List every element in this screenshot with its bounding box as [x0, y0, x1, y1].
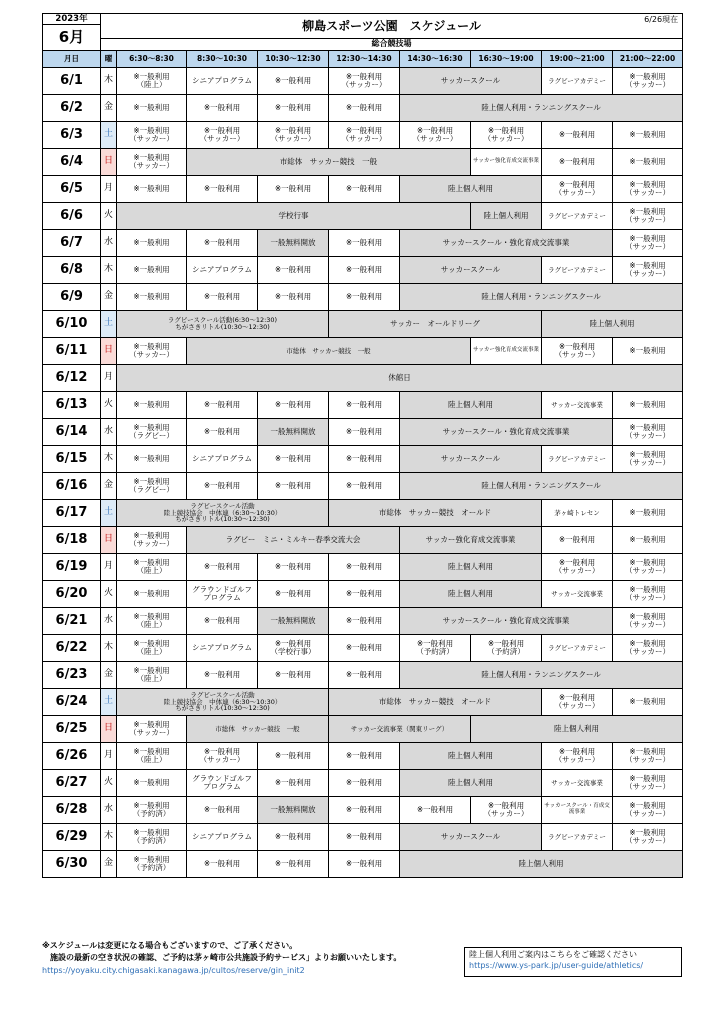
- schedule-table: [42, 13, 683, 878]
- slot-cell: ※一般利用: [329, 419, 400, 446]
- schedule-row: [43, 500, 683, 527]
- date-cell: 6/21: [43, 608, 101, 635]
- schedule-row: [43, 230, 683, 257]
- slot-cell: ※一般利用: [187, 554, 258, 581]
- slot-cell: 一般無料開放: [258, 608, 329, 635]
- slot-cell: ※一般利用 （サッカー）: [258, 122, 329, 149]
- slot-cell: ※一般利用 （サッカー）: [613, 446, 683, 473]
- slot-cell: ※一般利用: [187, 230, 258, 257]
- slot-cell: ※一般利用: [542, 527, 613, 554]
- slot-cell: ※一般利用 （サッカー）: [613, 68, 683, 95]
- slot-cell: ※一般利用: [329, 797, 400, 824]
- weekday-cell: 月: [101, 176, 117, 203]
- schedule-row: [43, 257, 683, 284]
- slot-cell: ※一般利用 （陸上）: [117, 554, 187, 581]
- slot-cell: 陸上個人利用: [471, 203, 542, 230]
- slot-cell: ラグビーアカデミー: [542, 68, 613, 95]
- date-cell: 6/29: [43, 824, 101, 851]
- weekday-cell: 月: [101, 554, 117, 581]
- slot-cell: サッカー強化育成交流事業: [400, 527, 542, 554]
- slot-cell: サッカースクール: [400, 446, 542, 473]
- slot-cell: ※一般利用: [542, 122, 613, 149]
- date-cell: 6/5: [43, 176, 101, 203]
- slot-cell: ラグビーアカデミー: [542, 635, 613, 662]
- slot-cell: ※一般利用 （サッカー）: [471, 122, 542, 149]
- schedule-row: [43, 554, 683, 581]
- slot-cell: ラグビースクール活動(6:30～12:30) ちがさきリトル(10:30～12:30): [117, 311, 329, 338]
- slot-cell: サッカースクール・強化育成交流事業: [400, 419, 613, 446]
- slot-cell: ※一般利用 （サッカー）: [613, 203, 683, 230]
- slot-cell: ※一般利用 （予約済）: [117, 824, 187, 851]
- slot-cell: ※一般利用: [329, 257, 400, 284]
- slot-cell: ※一般利用: [258, 95, 329, 122]
- slot-cell: サッカー交流事業: [542, 392, 613, 419]
- slot-cell: ※一般利用: [117, 284, 187, 311]
- schedule-row: [43, 365, 683, 392]
- slot-cell: ※一般利用 （予約済）: [471, 635, 542, 662]
- weekday-cell: 月: [101, 743, 117, 770]
- column-header-slot: 10:30～12:30: [258, 51, 329, 68]
- slot-cell: サッカースクール・育成交流事業: [542, 797, 613, 824]
- slot-cell: グラウンドゴルフ プログラム: [187, 770, 258, 797]
- schedule-row: [43, 743, 683, 770]
- date-cell: 6/24: [43, 689, 101, 716]
- slot-cell: ※一般利用: [329, 554, 400, 581]
- schedule-row: [43, 824, 683, 851]
- slot-cell: ※一般利用: [329, 635, 400, 662]
- weekday-cell: 土: [101, 311, 117, 338]
- slot-cell: ※一般利用: [117, 581, 187, 608]
- slot-cell: ※一般利用: [329, 581, 400, 608]
- date-cell: 6/2: [43, 95, 101, 122]
- weekday-cell: 日: [101, 338, 117, 365]
- slot-cell: ※一般利用: [329, 473, 400, 500]
- slot-cell: ※一般利用: [117, 446, 187, 473]
- slot-cell: 一般無料開放: [258, 797, 329, 824]
- weekday-cell: 火: [101, 392, 117, 419]
- date-cell: 6/26: [43, 743, 101, 770]
- weekday-cell: 日: [101, 527, 117, 554]
- slot-cell: ※一般利用: [117, 95, 187, 122]
- schedule-row: [43, 716, 683, 743]
- date-cell: 6/4: [43, 149, 101, 176]
- weekday-cell: 土: [101, 500, 117, 527]
- slot-cell: ※一般利用: [613, 392, 683, 419]
- slot-cell: サッカー強化育成交流事業: [471, 149, 542, 176]
- slot-cell: サッカー交流事業: [542, 581, 613, 608]
- schedule-row: [43, 797, 683, 824]
- weekday-cell: 木: [101, 68, 117, 95]
- date-cell: 6/12: [43, 365, 101, 392]
- slot-cell: ※一般利用: [613, 122, 683, 149]
- athletics-info-link[interactable]: https://www.ys-park.jp/user-guide/athletics/: [469, 960, 644, 970]
- slot-cell: ※一般利用: [329, 662, 400, 689]
- slot-cell: ※一般利用 （予約済）: [117, 851, 187, 878]
- weekday-cell: 火: [101, 581, 117, 608]
- slot-cell: ※一般利用 （サッカー）: [613, 824, 683, 851]
- slot-cell: サッカースクール: [400, 68, 542, 95]
- slot-cell: ※一般利用 （サッカー）: [613, 257, 683, 284]
- date-cell: 6/7: [43, 230, 101, 257]
- slot-cell: ※一般利用: [258, 446, 329, 473]
- slot-cell: 陸上個人利用: [400, 176, 542, 203]
- schedule-row: [43, 203, 683, 230]
- slot-cell: ※一般利用 （サッカー）: [542, 743, 613, 770]
- slot-cell: ※一般利用 （サッカー）: [542, 176, 613, 203]
- slot-cell: ※一般利用: [258, 743, 329, 770]
- slot-cell: ※一般利用: [258, 851, 329, 878]
- slot-cell: ※一般利用 （サッカー）: [613, 419, 683, 446]
- slot-cell: ※一般利用 （学校行事）: [258, 635, 329, 662]
- date-cell: 6/27: [43, 770, 101, 797]
- slot-cell: サッカースクール・強化育成交流事業: [400, 230, 613, 257]
- slot-cell: シニアプログラム: [187, 446, 258, 473]
- slot-cell: ※一般利用 （陸上）: [117, 743, 187, 770]
- schedule-row: [43, 392, 683, 419]
- date-cell: 6/10: [43, 311, 101, 338]
- slot-cell: 陸上個人利用: [400, 770, 542, 797]
- slot-cell: ※一般利用 （陸上）: [117, 608, 187, 635]
- column-header-weekday: 曜: [101, 51, 117, 68]
- slot-cell: ※一般利用 （サッカー）: [613, 635, 683, 662]
- slot-cell: 市総体 サッカー競技 オールド: [329, 689, 542, 716]
- slot-cell: 陸上個人利用: [400, 554, 542, 581]
- weekday-cell: 土: [101, 689, 117, 716]
- date-cell: 6/13: [43, 392, 101, 419]
- slot-cell: ※一般利用: [613, 149, 683, 176]
- venue-name: 総合競技場: [101, 39, 683, 51]
- slot-cell: ※一般利用: [329, 230, 400, 257]
- slot-cell: ※一般利用: [187, 176, 258, 203]
- slot-cell: ラグビーアカデミー: [542, 824, 613, 851]
- slot-cell: ※一般利用 （サッカー）: [117, 122, 187, 149]
- slot-cell: ※一般利用 （ラグビー）: [117, 473, 187, 500]
- weekday-cell: 木: [101, 446, 117, 473]
- slot-cell: ※一般利用: [117, 230, 187, 257]
- slot-cell: サッカー交流事業: [542, 770, 613, 797]
- schedule-row: [43, 284, 683, 311]
- date-cell: 6/17: [43, 500, 101, 527]
- slot-cell: ※一般利用: [329, 284, 400, 311]
- date-cell: 6/18: [43, 527, 101, 554]
- slot-cell: ラグビーアカデミー: [542, 203, 613, 230]
- slot-cell: ※一般利用: [329, 176, 400, 203]
- date-cell: 6/28: [43, 797, 101, 824]
- title-text: 柳島スポーツ公園 スケジュール: [302, 18, 481, 33]
- slot-cell: ※一般利用: [400, 797, 471, 824]
- athletics-info-text: 陸上個人利用ご案内はこちらをご確認ください: [469, 950, 637, 959]
- slot-cell: ※一般利用: [613, 338, 683, 365]
- column-header-slot: 19:00～21:00: [542, 51, 613, 68]
- slot-cell: ※一般利用: [329, 446, 400, 473]
- schedule-row: [43, 68, 683, 95]
- schedule-rows: [43, 68, 683, 878]
- schedule-row: [43, 338, 683, 365]
- weekday-cell: 水: [101, 797, 117, 824]
- slot-cell: ※一般利用: [117, 257, 187, 284]
- schedule-row: [43, 419, 683, 446]
- slot-cell: ※一般利用: [329, 743, 400, 770]
- weekday-cell: 木: [101, 257, 117, 284]
- slot-cell: ※一般利用 （サッカー）: [117, 149, 187, 176]
- slot-cell: 茅ヶ崎トレセン: [542, 500, 613, 527]
- slot-cell: ※一般利用: [117, 176, 187, 203]
- slot-cell: サッカースクール・強化育成交流事業: [400, 608, 613, 635]
- slot-cell: ※一般利用 （サッカー）: [187, 122, 258, 149]
- weekday-cell: 水: [101, 230, 117, 257]
- slot-cell: ※一般利用 （サッカー）: [117, 338, 187, 365]
- slot-cell: ※一般利用: [258, 176, 329, 203]
- date-cell: 6/11: [43, 338, 101, 365]
- slot-cell: ※一般利用: [258, 770, 329, 797]
- slot-cell: ※一般利用: [329, 608, 400, 635]
- slot-cell: ラグビーアカデミー: [542, 446, 613, 473]
- schedule-row: [43, 608, 683, 635]
- schedule-row: [43, 581, 683, 608]
- as-of-date: 6/26現在: [644, 15, 679, 24]
- slot-cell: サッカー オールドリーグ: [329, 311, 542, 338]
- weekday-cell: 日: [101, 716, 117, 743]
- slot-cell: ※一般利用: [117, 392, 187, 419]
- slot-cell: ※一般利用: [258, 662, 329, 689]
- slot-cell: 陸上個人利用・ランニングスクール: [400, 473, 683, 500]
- slot-cell: ※一般利用 （サッカー）: [613, 797, 683, 824]
- slot-cell: ※一般利用 （サッカー）: [613, 176, 683, 203]
- slot-cell: ※一般利用: [258, 68, 329, 95]
- slot-cell: ※一般利用 （サッカー）: [471, 797, 542, 824]
- date-cell: 6/1: [43, 68, 101, 95]
- month-label: 6月: [43, 25, 101, 51]
- weekday-cell: 木: [101, 635, 117, 662]
- slot-cell: グラウンドゴルフ プログラム: [187, 581, 258, 608]
- slot-cell: ※一般利用 （サッカー）: [613, 230, 683, 257]
- slot-cell: ラグビースクール活動 陸上競技協会 中体連（6:30～10:30） ちがさきリトル(10:30～12:30): [117, 689, 329, 716]
- slot-cell: ※一般利用: [187, 662, 258, 689]
- slot-cell: ※一般利用: [117, 770, 187, 797]
- date-cell: 6/22: [43, 635, 101, 662]
- slot-cell: 市総体 サッカー競技 一般: [187, 716, 329, 743]
- slot-cell: ※一般利用: [613, 527, 683, 554]
- schedule-row: [43, 95, 683, 122]
- weekday-cell: 木: [101, 824, 117, 851]
- slot-cell: ※一般利用: [187, 95, 258, 122]
- date-cell: 6/15: [43, 446, 101, 473]
- slot-cell: 陸上個人利用: [542, 311, 683, 338]
- date-cell: 6/16: [43, 473, 101, 500]
- schedule-row: [43, 122, 683, 149]
- slot-cell: ※一般利用: [329, 95, 400, 122]
- weekday-cell: 水: [101, 419, 117, 446]
- slot-cell: サッカースクール: [400, 824, 542, 851]
- slot-cell: ※一般利用 （サッカー）: [613, 554, 683, 581]
- slot-cell: ※一般利用: [187, 392, 258, 419]
- weekday-cell: 火: [101, 203, 117, 230]
- slot-cell: ※一般利用: [187, 284, 258, 311]
- year-label: 2023年: [43, 14, 101, 25]
- weekday-cell: 金: [101, 95, 117, 122]
- schedule-row: [43, 770, 683, 797]
- slot-cell: 陸上個人利用: [400, 581, 542, 608]
- slot-cell: ※一般利用 （サッカー）: [613, 770, 683, 797]
- slot-cell: シニアプログラム: [187, 68, 258, 95]
- footer-note-1: ※スケジュールは変更になる場合もございますので、ご了承ください。: [42, 941, 298, 950]
- slot-cell: ※一般利用: [187, 419, 258, 446]
- slot-cell: ※一般利用: [258, 554, 329, 581]
- slot-cell: ※一般利用: [329, 851, 400, 878]
- slot-cell: ※一般利用: [329, 770, 400, 797]
- schedule-row: [43, 527, 683, 554]
- slot-cell: 一般無料開放: [258, 419, 329, 446]
- slot-cell: ※一般利用: [258, 824, 329, 851]
- schedule-row: [43, 689, 683, 716]
- schedule-title: [101, 14, 683, 39]
- schedule-row: [43, 473, 683, 500]
- slot-cell: サッカースクール: [400, 257, 542, 284]
- slot-cell: ※一般利用 （ラグビー）: [117, 419, 187, 446]
- schedule-row: [43, 149, 683, 176]
- slot-cell: 陸上個人利用: [400, 743, 542, 770]
- slot-cell: 市総体 サッカー競技 一般: [187, 149, 471, 176]
- schedule-row: [43, 635, 683, 662]
- slot-cell: ※一般利用 （陸上）: [117, 635, 187, 662]
- slot-cell: ラグビー ミニ・ミルキー春季交流大会: [187, 527, 400, 554]
- slot-cell: ※一般利用: [258, 473, 329, 500]
- slot-cell: ラグビースクール活動 陸上競技協会 中体連（6:30～10:30） ちがさきリトル(10:30～12:30): [117, 500, 329, 527]
- weekday-cell: 金: [101, 662, 117, 689]
- athletics-info-box: [464, 947, 682, 977]
- reservation-link[interactable]: https://yoyaku.city.chigasaki.kanagawa.jp/cultos/reserve/gin_init2: [42, 966, 305, 975]
- column-header-slot: 12:30～14:30: [329, 51, 400, 68]
- slot-cell: ※一般利用 （サッカー）: [400, 122, 471, 149]
- slot-cell: ※一般利用: [329, 392, 400, 419]
- date-cell: 6/19: [43, 554, 101, 581]
- slot-cell: 陸上個人利用・ランニングスクール: [400, 284, 683, 311]
- slot-cell: ※一般利用 （サッカー）: [187, 743, 258, 770]
- slot-cell: 一般無料開放: [258, 230, 329, 257]
- slot-cell: ※一般利用: [542, 149, 613, 176]
- column-header-slot: 21:00～22:00: [613, 51, 683, 68]
- slot-cell: ※一般利用: [187, 797, 258, 824]
- slot-cell: ※一般利用: [187, 473, 258, 500]
- date-cell: 6/25: [43, 716, 101, 743]
- schedule-row: [43, 176, 683, 203]
- slot-cell: 学校行事: [117, 203, 471, 230]
- date-cell: 6/9: [43, 284, 101, 311]
- slot-cell: ※一般利用 （サッカー）: [117, 527, 187, 554]
- date-cell: 6/3: [43, 122, 101, 149]
- schedule-row: [43, 851, 683, 878]
- schedule-row: [43, 662, 683, 689]
- weekday-cell: 金: [101, 284, 117, 311]
- schedule-row: [43, 446, 683, 473]
- column-header-slot: 8:30～10:30: [187, 51, 258, 68]
- slot-cell: ※一般利用: [258, 581, 329, 608]
- slot-cell: 市総体 サッカー競技 オールド: [329, 500, 542, 527]
- date-cell: 6/23: [43, 662, 101, 689]
- slot-cell: 陸上個人利用: [400, 392, 542, 419]
- slot-cell: ※一般利用: [613, 500, 683, 527]
- weekday-cell: 日: [101, 149, 117, 176]
- slot-cell: 陸上個人利用・ランニングスクール: [400, 662, 683, 689]
- weekday-cell: 月: [101, 365, 117, 392]
- slot-cell: ※一般利用 （サッカー）: [613, 743, 683, 770]
- slot-cell: ※一般利用 （予約済）: [400, 635, 471, 662]
- date-cell: 6/30: [43, 851, 101, 878]
- slot-cell: サッカー強化育成交流事業: [471, 338, 542, 365]
- slot-cell: ※一般利用: [187, 608, 258, 635]
- weekday-cell: 金: [101, 473, 117, 500]
- slot-cell: ※一般利用: [329, 824, 400, 851]
- slot-cell: 陸上個人利用: [400, 851, 683, 878]
- schedule-row: [43, 311, 683, 338]
- slot-cell: シニアプログラム: [187, 257, 258, 284]
- date-cell: 6/20: [43, 581, 101, 608]
- slot-cell: ※一般利用: [258, 392, 329, 419]
- slot-cell: ※一般利用 （サッカー）: [329, 122, 400, 149]
- slot-cell: ※一般利用: [258, 257, 329, 284]
- column-header-slot: 16:30～19:00: [471, 51, 542, 68]
- date-cell: 6/14: [43, 419, 101, 446]
- slot-cell: ※一般利用 （サッカー）: [542, 338, 613, 365]
- slot-cell: サッカー交流事業（関東リーグ）: [329, 716, 471, 743]
- slot-cell: シニアプログラム: [187, 635, 258, 662]
- slot-cell: ※一般利用 （サッカー）: [542, 554, 613, 581]
- weekday-cell: 土: [101, 122, 117, 149]
- column-header-slot: 6:30～8:30: [117, 51, 187, 68]
- date-cell: 6/6: [43, 203, 101, 230]
- weekday-cell: 金: [101, 851, 117, 878]
- weekday-cell: 水: [101, 608, 117, 635]
- slot-cell: ※一般利用 （陸上）: [117, 662, 187, 689]
- slot-cell: ラグビーアカデミー: [542, 257, 613, 284]
- slot-cell: ※一般利用 （予約済）: [117, 797, 187, 824]
- footer-note-2: 施設の最新の空き状況の確認、ご予約は茅ヶ崎市公共施設予約サービス」よりお願いいたします。: [50, 953, 402, 962]
- slot-cell: ※一般利用 （陸上）: [117, 68, 187, 95]
- column-header-slot: 14:30～16:30: [400, 51, 471, 68]
- date-cell: 6/8: [43, 257, 101, 284]
- slot-cell: 陸上個人利用: [471, 716, 683, 743]
- slot-cell: ※一般利用: [258, 284, 329, 311]
- slot-cell: シニアプログラム: [187, 824, 258, 851]
- slot-cell: 陸上個人利用・ランニングスクール: [400, 95, 683, 122]
- slot-cell: ※一般利用: [613, 689, 683, 716]
- slot-cell: ※一般利用 （サッカー）: [613, 608, 683, 635]
- slot-cell: ※一般利用 （サッカー）: [329, 68, 400, 95]
- slot-cell: ※一般利用 （サッカー）: [613, 581, 683, 608]
- slot-cell: 市総体 サッカー競技 一般: [187, 338, 471, 365]
- slot-cell: 休館日: [117, 365, 683, 392]
- slot-cell: ※一般利用: [187, 851, 258, 878]
- slot-cell: ※一般利用 （サッカー）: [542, 689, 613, 716]
- column-header-date: 月日: [43, 51, 101, 68]
- slot-cell: ※一般利用 （サッカー）: [117, 716, 187, 743]
- weekday-cell: 火: [101, 770, 117, 797]
